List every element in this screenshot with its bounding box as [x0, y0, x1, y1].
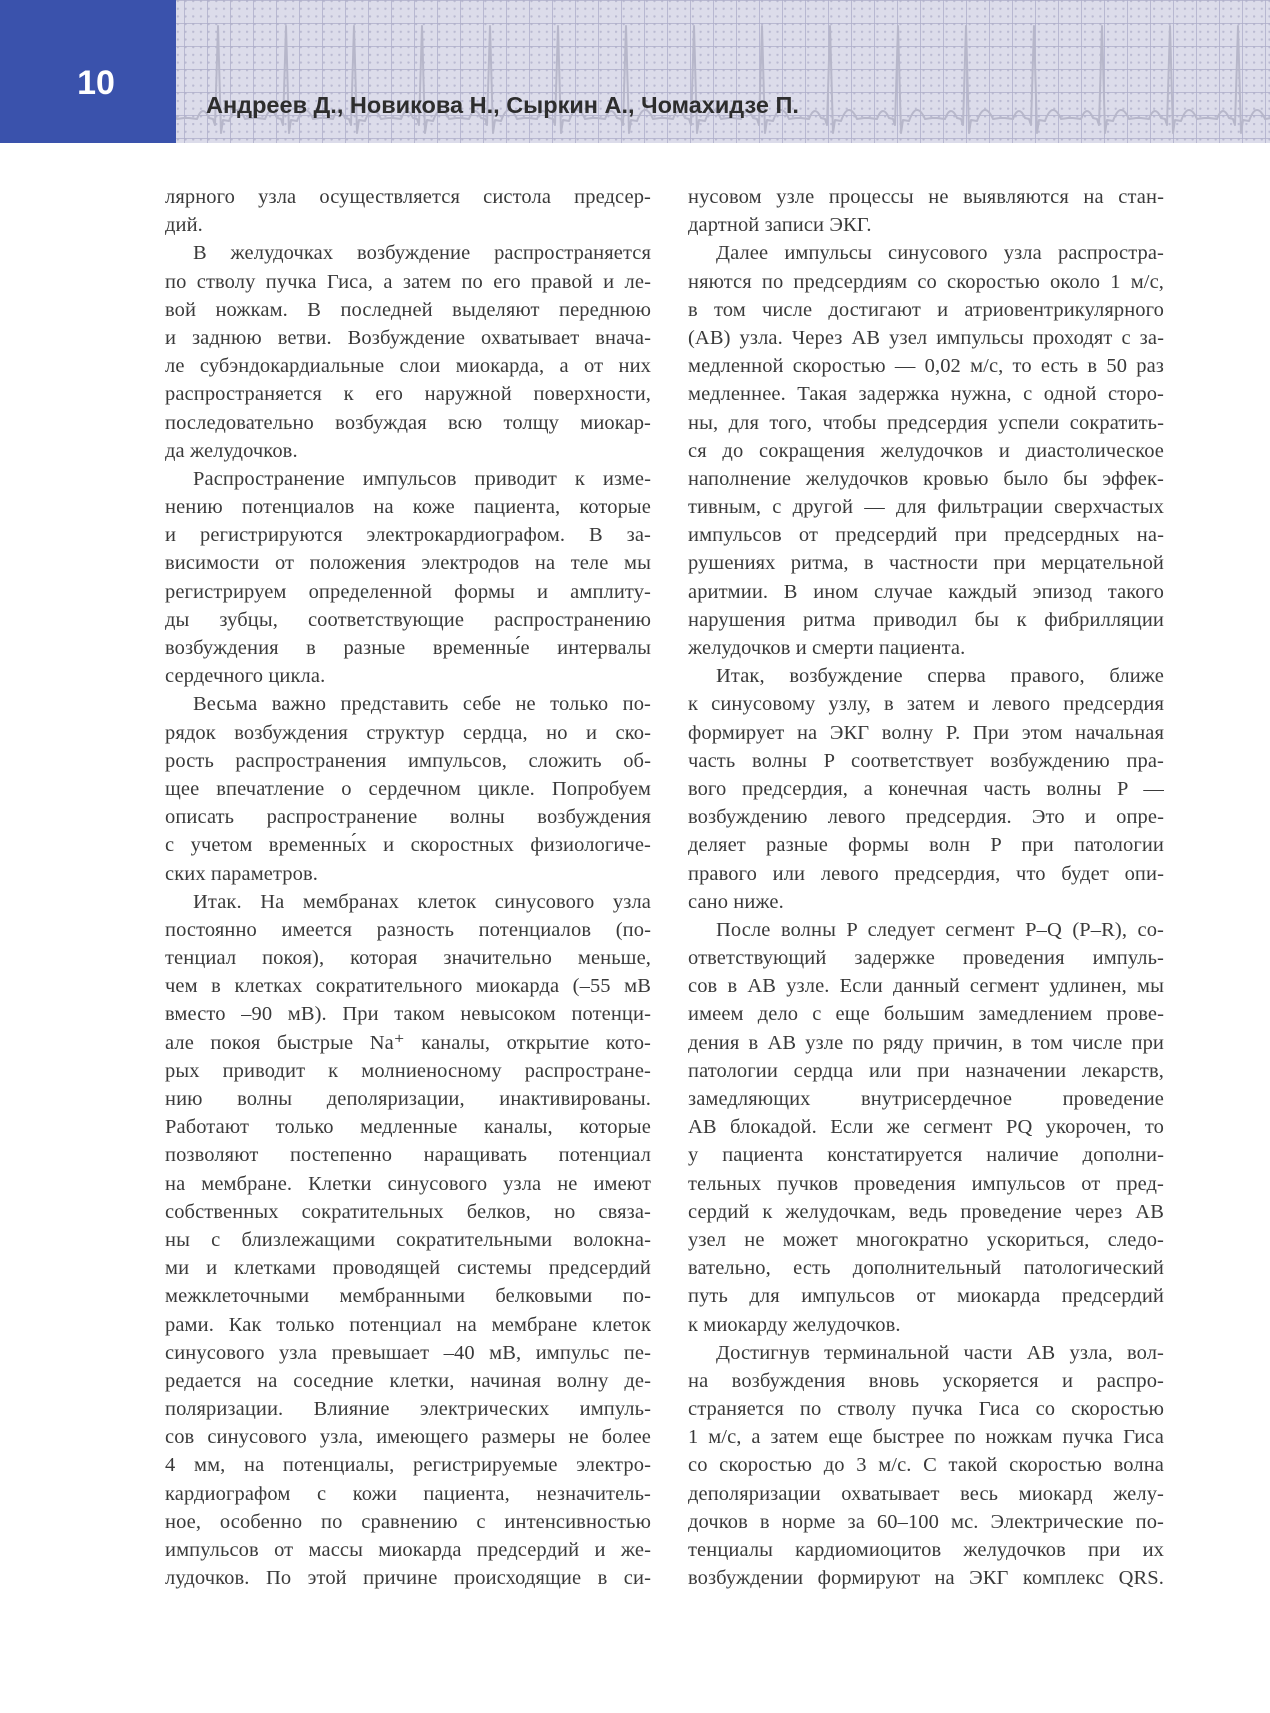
- text-line: аритмии. В ином случае каждый эпизод такого: [688, 580, 1164, 603]
- text-line: рость распространения импульсов, сложить об-: [165, 749, 651, 772]
- text-line: межклеточными мембранными белковыми по-: [165, 1285, 651, 1308]
- text-line: лудочков. По этой причине происходящие в си-: [165, 1567, 651, 1590]
- text-line: тивным, с другой — для фильтрации сверхчастых: [688, 496, 1164, 519]
- text-line: нию волны деполяризации, инактивированы.: [165, 1088, 651, 1110]
- text-line: ды зубцы, соответствующие распространению: [165, 608, 651, 631]
- text-line: ны, для того, чтобы предсердия успели сократить-: [688, 411, 1164, 434]
- text-line: рушениях ритма, в частности при мерцательной: [688, 552, 1164, 575]
- text-line: ное, особенно по сравнению с интенсивностью: [165, 1510, 651, 1533]
- text-line: ле субэндокардиальные слои миокарда, а от них: [165, 355, 651, 378]
- text-line: патологии сердца или при назначении лекарств,: [688, 1059, 1164, 1082]
- text-line: желудочков и смерти пациента.: [688, 637, 966, 659]
- text-line: ны с близлежащими сократительными волокна-: [165, 1228, 651, 1251]
- text-line: Работают только медленные каналы, которые: [165, 1116, 651, 1139]
- text-line: формирует на ЭКГ волну P. При этом начальная: [688, 721, 1164, 744]
- text-line: ся до сокращения желудочков и диастолическое: [688, 439, 1164, 462]
- text-line: нусовом узле процессы не выявляются на стан-: [688, 186, 1164, 208]
- text-line: возбуждению левого предсердия. Это и опре-: [688, 806, 1164, 829]
- text-line: Распространение импульсов приводит к изме-: [193, 467, 651, 490]
- paragraph: [165, 690, 651, 887]
- text-line: импульсов от предсердий при предсердных на-: [688, 524, 1164, 547]
- text-line: тельных пучков проведения импульсов от пред-: [688, 1172, 1164, 1195]
- text-line: тенциалы кардиомиоцитов желудочков при их: [688, 1539, 1164, 1561]
- page-number-tab: [0, 0, 176, 143]
- paragraph: [688, 916, 1164, 1339]
- text-line: позволяют постепенно наращивать потенциал: [165, 1144, 651, 1167]
- text-line: узел не может многократно ускориться, следо-: [688, 1228, 1164, 1251]
- text-line: вой ножкам. В последней выделяют переднюю: [165, 298, 651, 321]
- text-line: В желудочках возбуждение распространяется: [193, 242, 651, 265]
- paragraph: [165, 465, 651, 691]
- ecg-trace-icon: [0, 0, 1270, 143]
- text-line: кардиографом с кожи пациента, незначитель-: [165, 1482, 651, 1505]
- page-header: [0, 0, 1270, 143]
- text-line: сано ниже.: [688, 890, 784, 913]
- text-line: на мембране. Клетки синусового узла не имеют: [165, 1172, 651, 1195]
- paragraph: [165, 239, 651, 465]
- text-line: Далее импульсы синусового узла распростра-: [716, 242, 1164, 265]
- text-line: Итак. На мембранах клеток синусового узла: [193, 890, 651, 913]
- text-line: ми и клетками проводящей системы предсердий: [165, 1257, 651, 1280]
- text-line: по стволу пучка Гиса, а затем по его правой и ле-: [165, 270, 651, 293]
- text-line: рядок возбуждения структур сердца, но и ско-: [165, 721, 651, 744]
- text-line: 1 м/с, а затем еще быстрее по ножкам пучка Гиса: [688, 1426, 1164, 1449]
- text-line: часть волны P соответствует возбуждению пра-: [688, 749, 1164, 772]
- text-line: собственных сократительных белков, но связа-: [165, 1200, 651, 1223]
- text-line: распространяется к его наружной поверхности,: [165, 383, 651, 406]
- text-line: Итак, возбуждение сперва правого, ближе: [716, 665, 1164, 688]
- left-column: [165, 183, 651, 1592]
- text-line: страняется по стволу пучка Гиса со скоростью: [688, 1398, 1164, 1421]
- text-line: последовательно возбуждая всю толщу миокар-: [165, 411, 651, 434]
- text-line: редается на соседние клетки, начиная волну де-: [165, 1369, 651, 1392]
- text-line: с учетом временны́х и скоростных физиологиче-: [165, 834, 651, 857]
- text-line: наполнение желудочков кровью было бы эффек-: [688, 467, 1164, 490]
- paragraph: [165, 888, 651, 1593]
- text-line: замедляющих внутрисердечное проведение: [688, 1088, 1164, 1110]
- text-line: Весьма важно представить себе не только по-: [193, 693, 651, 716]
- text-line: к синусовому узлу, в затем и левого предсердия: [688, 693, 1164, 716]
- text-line: медленной скоростью — 0,02 м/с, то есть в 50 раз: [688, 355, 1164, 378]
- text-line: синусового узла превышает –40 мВ, импульс пе-: [165, 1341, 651, 1364]
- text-line: возбуждения в разные временны́е интервалы: [165, 637, 651, 659]
- text-line: поляризации. Влияние электрических импуль-: [165, 1398, 651, 1421]
- text-line: правого или левого предсердия, что будет опи-: [688, 862, 1164, 885]
- text-line: сов синусового узла, имеющего размеры не более: [165, 1426, 651, 1449]
- text-line: щее впечатление о сердечном цикле. Попробуем: [165, 777, 651, 800]
- text-line: нарушения ритма приводил бы к фибрилляции: [688, 608, 1164, 631]
- text-line: нению потенциалов на коже пациента, которые: [165, 496, 651, 519]
- text-line: описать распространение волны возбуждения: [165, 806, 651, 829]
- text-line: висимости от положения электродов на теле мы: [165, 552, 651, 575]
- text-line: деполяризации охватывает весь миокард желу-: [688, 1482, 1164, 1505]
- text-line: возбуждении формируют на ЭКГ комплекс QRS.: [688, 1567, 1164, 1590]
- text-line: АВ блокадой. Если же сегмент PQ укорочен, то: [688, 1116, 1164, 1139]
- text-line: сердечного цикла.: [165, 665, 326, 688]
- text-line: да желудочков.: [165, 439, 298, 462]
- text-line: але покоя быстрые Na⁺ каналы, открытие кото-: [165, 1031, 651, 1054]
- text-line: у пациента констатируется наличие дополни-: [688, 1144, 1164, 1167]
- text-line: 4 мм, на потенциалы, регистрируемые электро-: [165, 1454, 651, 1477]
- text-line: сов в АВ узле. Если данный сегмент удлинен, мы: [688, 975, 1164, 998]
- text-line: вательно, есть дополнительный патологический: [688, 1257, 1164, 1280]
- text-line: дочков в норме за 60–100 мс. Электрические по-: [688, 1510, 1164, 1533]
- text-line: деляет разные формы волн P при патологии: [688, 834, 1164, 857]
- text-line: тенциал покоя), которая значительно меньше,: [165, 947, 651, 970]
- text-line: постоянно имеется разность потенциалов (по-: [165, 918, 651, 941]
- paragraph: [165, 183, 651, 239]
- text-line: имеем дело с еще большим замедлением прове-: [688, 1003, 1164, 1026]
- text-line: ответствующий задержке проведения импуль-: [688, 947, 1164, 970]
- text-line: медленнее. Такая задержка нужна, с одной сторо-: [688, 383, 1164, 406]
- text-line: и заднюю ветви. Возбуждение охватывает внача-: [165, 326, 651, 349]
- text-line: (АВ) узла. Через АВ узел импульсы проходят с за-: [688, 326, 1164, 349]
- text-line: сердий к желудочкам, ведь проведение через АВ: [688, 1200, 1164, 1223]
- text-line: вого предсердия, а конечная часть волны P —: [688, 777, 1164, 800]
- text-line: в том числе достигают и атриовентрикулярного: [688, 298, 1164, 321]
- text-line: со скоростью до 3 м/с. С такой скоростью волна: [688, 1454, 1164, 1477]
- text-line: дения в АВ узле по ряду причин, в том числе при: [688, 1031, 1164, 1054]
- text-line: вместо –90 мВ). При таком невысоком потенци-: [165, 1003, 651, 1026]
- text-line: рых приводит к молниеносному распростране-: [165, 1059, 651, 1082]
- paragraph: [688, 183, 1164, 239]
- paragraph: [688, 662, 1164, 916]
- text-line: дартной записи ЭКГ.: [688, 214, 872, 237]
- text-line: лярного узла осуществляется систола предсер-: [165, 186, 651, 208]
- text-line: и регистрируются электрокардиографом. В за-: [165, 524, 651, 547]
- text-line: к миокарду желудочков.: [688, 1313, 901, 1336]
- text-line: чем в клетках сократительного миокарда (–55 мВ: [165, 975, 651, 998]
- paragraph: [688, 1339, 1164, 1593]
- text-line: Достигнув терминальной части АВ узла, вол-: [716, 1341, 1164, 1364]
- page-number: 10: [77, 64, 115, 102]
- text-line: импульсов от массы миокарда предсердий и же-: [165, 1539, 651, 1561]
- text-line: няются по предсердиям со скоростью около 1 м/с,: [688, 270, 1164, 293]
- text-line: ских параметров.: [165, 862, 319, 885]
- text-line: регистрируем определенной формы и амплиту-: [165, 580, 651, 603]
- right-column: [688, 183, 1164, 1592]
- text-line: рами. Как только потенциал на мембране клеток: [165, 1313, 651, 1336]
- text-line: путь для импульсов от миокарда предсердий: [688, 1285, 1164, 1308]
- paragraph: [688, 239, 1164, 662]
- header-authors: Андреев Д., Новикова Н., Сыркин А., Чомахидзе П.: [206, 92, 799, 118]
- text-line: После волны P следует сегмент P–Q (P–R), со-: [716, 918, 1164, 941]
- text-line: дий.: [165, 214, 203, 237]
- text-line: на возбуждения вновь ускоряется и распро-: [688, 1369, 1164, 1392]
